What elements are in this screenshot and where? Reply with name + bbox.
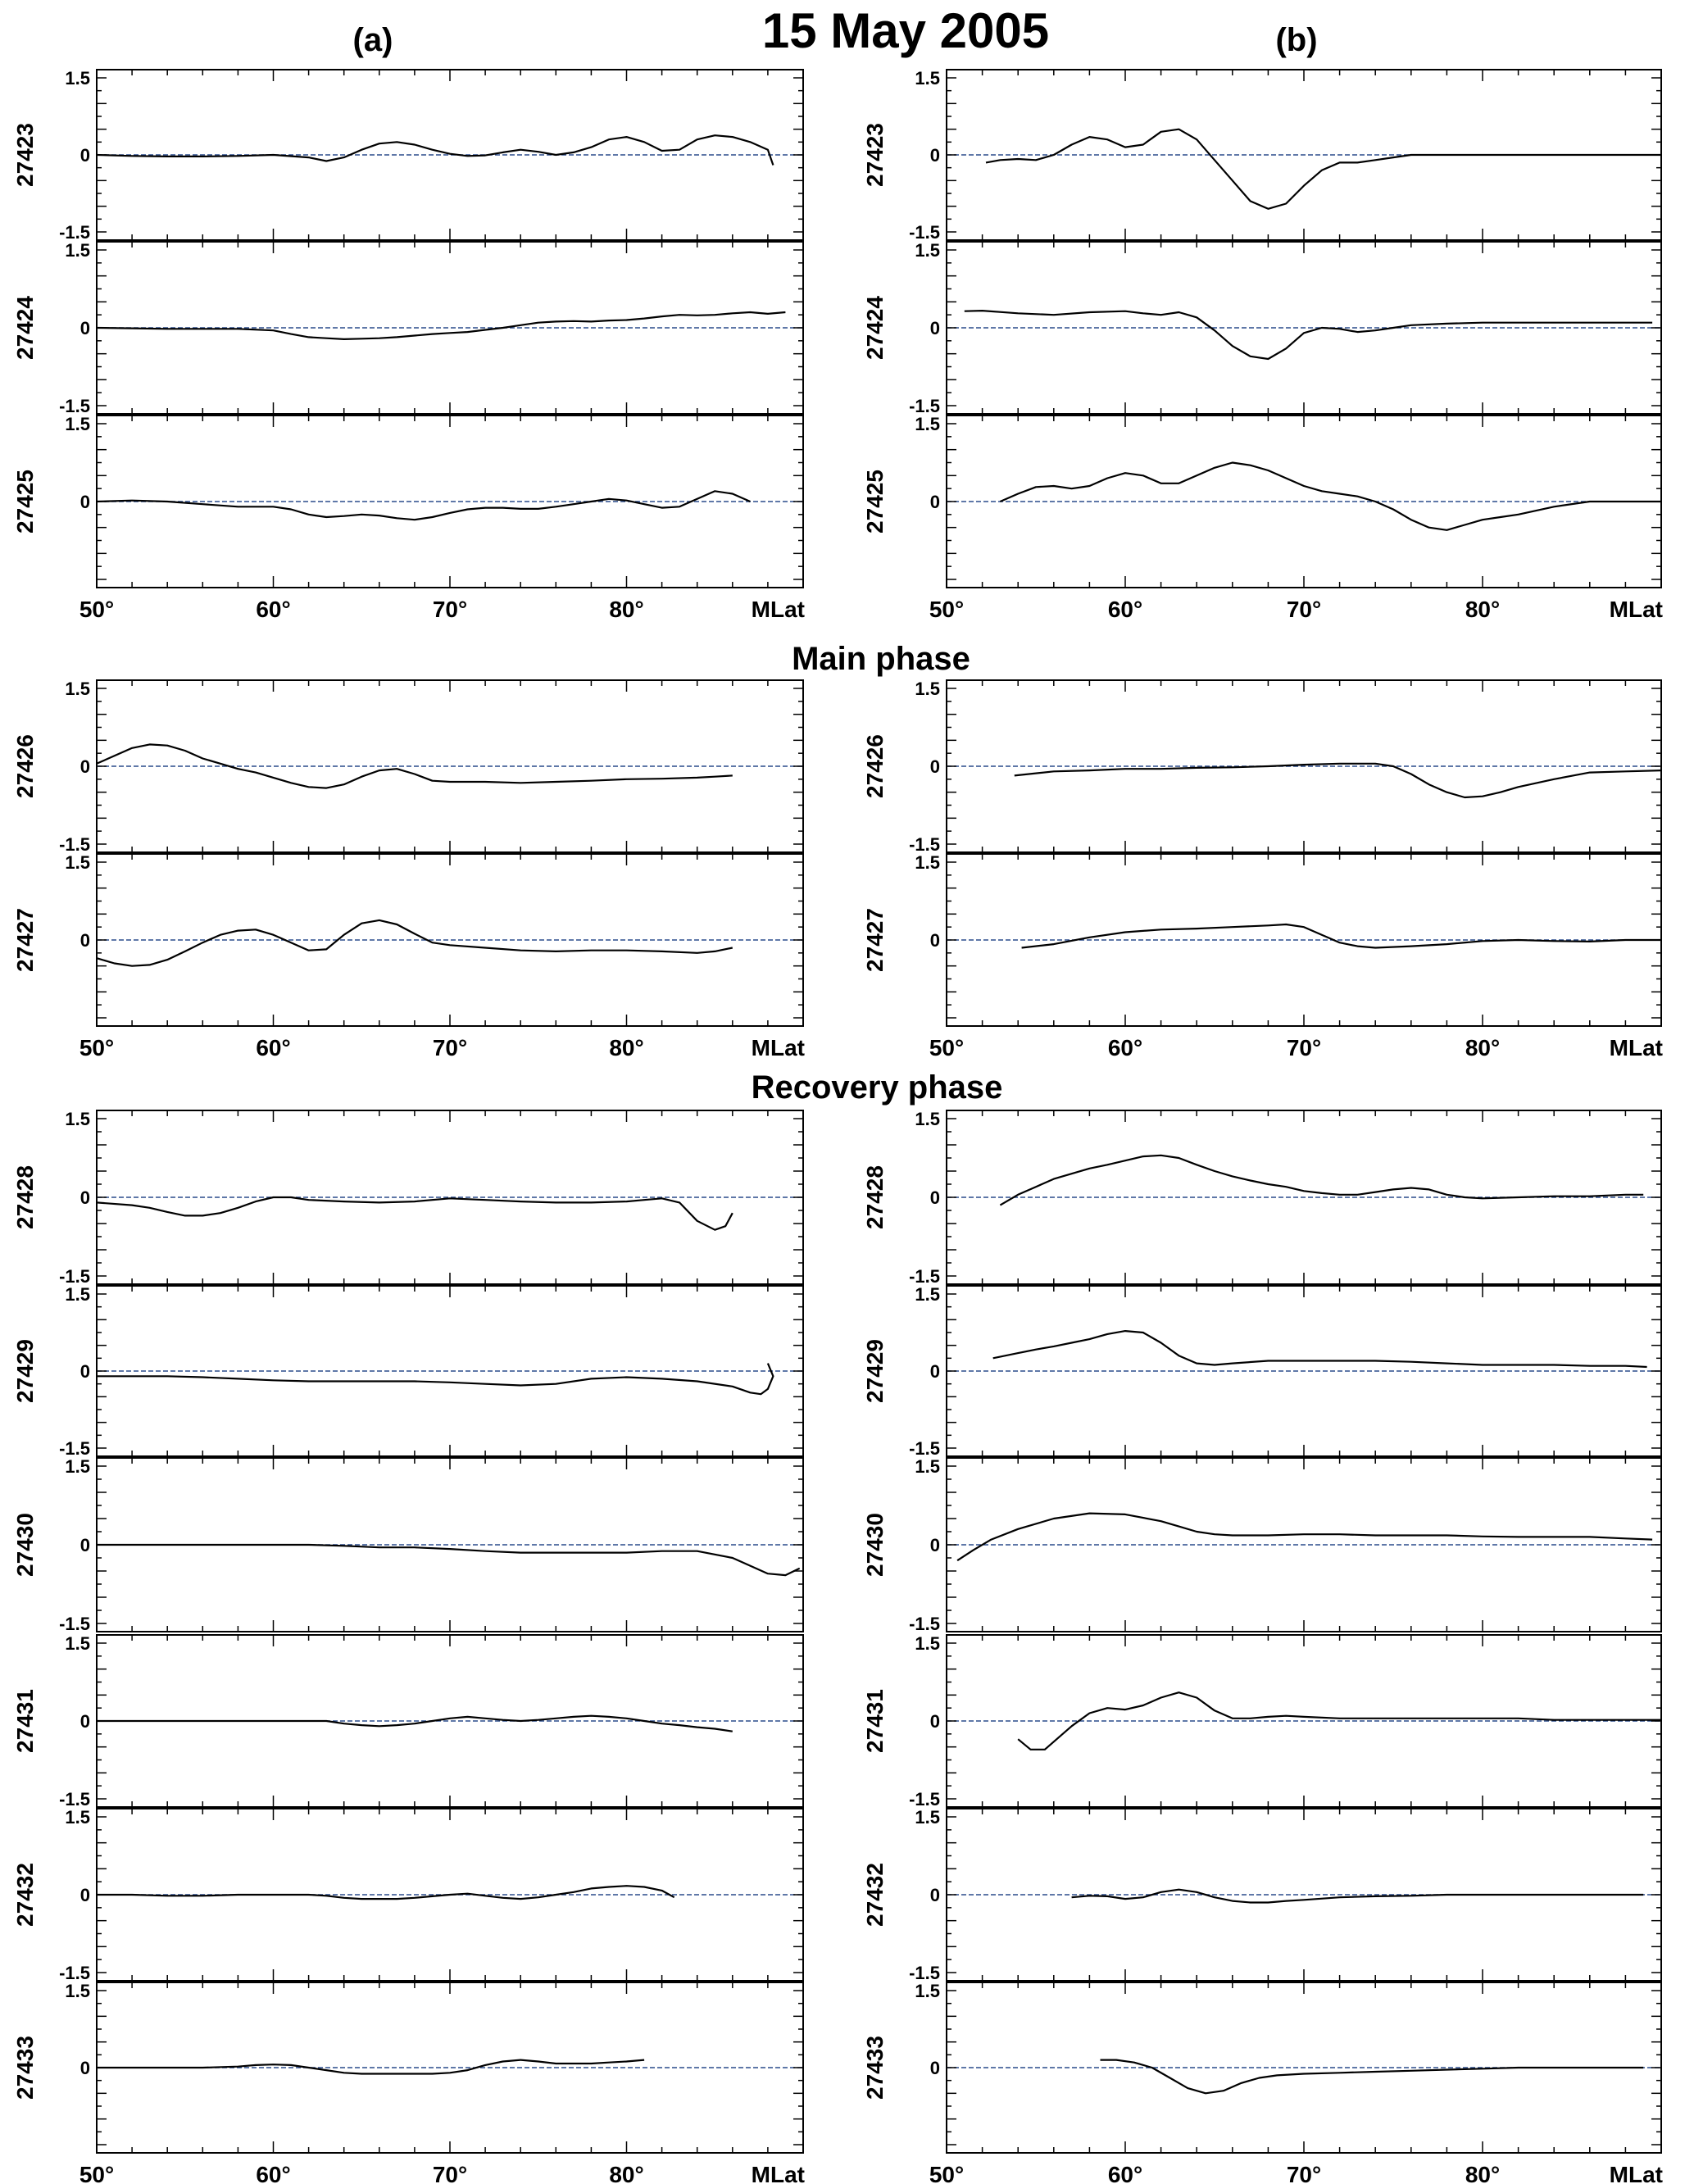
y-tick-label: 1.5 bbox=[915, 1109, 940, 1129]
orbit-label: 27423 bbox=[862, 123, 888, 187]
y-tick-label: -1.5 bbox=[909, 396, 940, 416]
x-tick-label: 50° bbox=[929, 2162, 965, 2184]
orbit-label: 27423 bbox=[12, 123, 38, 187]
panel-27425-a bbox=[12, 414, 805, 622]
orbit-label: 27430 bbox=[862, 1513, 888, 1577]
y-tick-label: 1.5 bbox=[65, 68, 90, 89]
y-tick-label: 1.5 bbox=[915, 852, 940, 873]
panel-27430-a bbox=[12, 1456, 803, 1634]
series-line bbox=[1022, 924, 1661, 948]
y-tick-label: 0 bbox=[79, 1711, 90, 1732]
x-tick-label: 50° bbox=[79, 597, 115, 622]
orbit-label: 27425 bbox=[12, 470, 38, 534]
orbit-label: 27432 bbox=[12, 1863, 38, 1927]
orbit-label: 27433 bbox=[12, 2036, 38, 2100]
y-tick-label: 0 bbox=[79, 145, 90, 166]
column-label-b: (b) bbox=[1275, 22, 1318, 58]
y-tick-label: -1.5 bbox=[909, 222, 940, 243]
series-line bbox=[1000, 463, 1661, 530]
figure-title: 15 May 2005 bbox=[761, 3, 1050, 58]
panel-27431-a bbox=[12, 1633, 803, 1809]
series-line bbox=[1015, 764, 1661, 797]
y-tick-label: -1.5 bbox=[909, 1266, 940, 1287]
y-tick-label: -1.5 bbox=[59, 834, 90, 855]
orbit-label: 27432 bbox=[862, 1863, 888, 1927]
series-line bbox=[97, 920, 733, 966]
y-tick-label: 1.5 bbox=[65, 1633, 90, 1654]
y-tick-label: 0 bbox=[929, 756, 940, 777]
y-tick-label: -1.5 bbox=[59, 222, 90, 243]
panel-27424-a bbox=[12, 240, 803, 416]
series-line bbox=[993, 1331, 1647, 1367]
y-tick-label: 1.5 bbox=[915, 240, 940, 261]
orbit-label: 27429 bbox=[12, 1339, 38, 1403]
panel-27433-b bbox=[862, 1981, 1663, 2184]
x-tick-label: 80° bbox=[1465, 597, 1501, 622]
y-tick-label: 1.5 bbox=[65, 1109, 90, 1129]
series-line bbox=[97, 135, 773, 165]
panel-27426-b bbox=[862, 679, 1661, 855]
x-tick-label: 50° bbox=[79, 1035, 115, 1060]
panel-27430-b bbox=[862, 1456, 1661, 1634]
y-tick-label: 1.5 bbox=[915, 414, 940, 434]
y-tick-label: 0 bbox=[929, 2058, 940, 2078]
y-tick-label: -1.5 bbox=[909, 834, 940, 855]
x-tick-label: 60° bbox=[256, 597, 291, 622]
y-tick-label: -1.5 bbox=[59, 1789, 90, 1809]
series-line bbox=[1101, 2060, 1644, 2094]
panel-27432-a bbox=[12, 1807, 803, 1983]
y-tick-label: -1.5 bbox=[909, 1963, 940, 1983]
y-tick-label: 1.5 bbox=[915, 1807, 940, 1828]
y-tick-label: 0 bbox=[79, 318, 90, 338]
x-axis-unit-label: MLat bbox=[1609, 2162, 1663, 2184]
y-tick-label: 1.5 bbox=[65, 1981, 90, 2001]
x-tick-label: 80° bbox=[1465, 2162, 1501, 2184]
y-tick-label: 0 bbox=[929, 1711, 940, 1732]
panel-27432-b bbox=[862, 1807, 1661, 1983]
x-tick-label: 60° bbox=[256, 2162, 291, 2184]
x-tick-label: 70° bbox=[1286, 597, 1322, 622]
x-tick-label: 50° bbox=[79, 2162, 115, 2184]
y-tick-label: 1.5 bbox=[65, 1284, 90, 1305]
panel-27424-b bbox=[862, 240, 1661, 416]
series-line bbox=[97, 2060, 644, 2074]
y-tick-label: 0 bbox=[929, 1187, 940, 1208]
x-axis-unit-label: MLat bbox=[751, 1035, 805, 1060]
y-tick-label: -1.5 bbox=[909, 1789, 940, 1809]
y-tick-label: 1.5 bbox=[65, 240, 90, 261]
panel-27423-a bbox=[12, 68, 803, 243]
orbit-label: 27425 bbox=[862, 470, 888, 534]
y-tick-label: 1.5 bbox=[915, 1284, 940, 1305]
panel-27427-b bbox=[862, 852, 1663, 1060]
orbit-label: 27428 bbox=[862, 1165, 888, 1229]
y-tick-label: 0 bbox=[929, 1361, 940, 1382]
y-tick-label: 1.5 bbox=[915, 1633, 940, 1654]
x-tick-label: 80° bbox=[609, 2162, 644, 2184]
y-tick-label: -1.5 bbox=[59, 396, 90, 416]
recovery-phase-label: Recovery phase bbox=[751, 1069, 1003, 1106]
y-tick-label: 1.5 bbox=[65, 414, 90, 434]
panel-27426-a bbox=[12, 679, 803, 855]
y-tick-label: -1.5 bbox=[59, 1438, 90, 1459]
series-line bbox=[97, 1545, 800, 1575]
x-tick-label: 70° bbox=[1286, 2162, 1322, 2184]
panel-27428-b bbox=[862, 1109, 1661, 1287]
panel-27433-a bbox=[12, 1981, 805, 2184]
y-tick-label: 0 bbox=[79, 2058, 90, 2078]
x-axis-unit-label: MLat bbox=[1609, 1035, 1663, 1060]
y-tick-label: 0 bbox=[79, 1361, 90, 1382]
main-phase-label: Main phase bbox=[792, 641, 970, 677]
y-tick-label: 0 bbox=[929, 145, 940, 166]
x-tick-label: 70° bbox=[1286, 1035, 1322, 1060]
orbit-label: 27431 bbox=[12, 1689, 38, 1753]
y-tick-label: 0 bbox=[79, 1885, 90, 1905]
y-tick-label: 0 bbox=[929, 318, 940, 338]
panel-27431-b bbox=[862, 1633, 1661, 1809]
y-tick-label: 0 bbox=[79, 1187, 90, 1208]
series-line bbox=[1072, 1890, 1644, 1903]
column-label-a: (a) bbox=[352, 22, 393, 58]
y-tick-label: -1.5 bbox=[909, 1438, 940, 1459]
x-tick-label: 80° bbox=[609, 1035, 644, 1060]
orbit-label: 27430 bbox=[12, 1513, 38, 1577]
y-tick-label: 1.5 bbox=[65, 1456, 90, 1477]
series-line bbox=[97, 1716, 733, 1732]
y-tick-label: 0 bbox=[79, 492, 90, 512]
panel-27423-b bbox=[862, 68, 1661, 243]
orbit-label: 27431 bbox=[862, 1689, 888, 1753]
x-tick-label: 70° bbox=[432, 2162, 468, 2184]
y-tick-label: -1.5 bbox=[909, 1614, 940, 1634]
y-tick-label: 0 bbox=[79, 1535, 90, 1555]
x-tick-label: 60° bbox=[256, 1035, 291, 1060]
orbit-label: 27424 bbox=[862, 296, 888, 360]
panel-27429-a bbox=[12, 1284, 803, 1459]
orbit-label: 27424 bbox=[12, 296, 38, 360]
series-line bbox=[97, 312, 785, 339]
x-tick-label: 50° bbox=[929, 597, 965, 622]
x-axis-unit-label: MLat bbox=[751, 2162, 805, 2184]
x-axis-unit-label: MLat bbox=[1609, 597, 1663, 622]
y-tick-label: 0 bbox=[929, 930, 940, 951]
x-tick-label: 60° bbox=[1107, 597, 1143, 622]
orbit-label: 27426 bbox=[862, 734, 888, 798]
y-tick-label: 0 bbox=[929, 492, 940, 512]
y-tick-label: 1.5 bbox=[915, 679, 940, 699]
orbit-label: 27427 bbox=[862, 908, 888, 972]
y-tick-label: 1.5 bbox=[65, 1807, 90, 1828]
series-line bbox=[97, 1197, 733, 1230]
orbit-label: 27428 bbox=[12, 1165, 38, 1229]
orbit-label: 27433 bbox=[862, 2036, 888, 2100]
x-tick-label: 70° bbox=[432, 597, 468, 622]
panel-27428-a bbox=[12, 1109, 803, 1287]
panel-27425-b bbox=[862, 414, 1663, 622]
y-tick-label: 1.5 bbox=[65, 852, 90, 873]
x-axis-unit-label: MLat bbox=[751, 597, 805, 622]
y-tick-label: 0 bbox=[79, 756, 90, 777]
series-line bbox=[97, 1886, 674, 1899]
orbit-label: 27427 bbox=[12, 908, 38, 972]
y-tick-label: 1.5 bbox=[65, 679, 90, 699]
y-tick-label: 0 bbox=[929, 1885, 940, 1905]
panel-27427-a bbox=[12, 852, 805, 1060]
y-tick-label: 1.5 bbox=[915, 1981, 940, 2001]
panel-27429-b bbox=[862, 1284, 1661, 1459]
series-line bbox=[97, 1364, 773, 1395]
orbit-label: 27429 bbox=[862, 1339, 888, 1403]
series-line bbox=[965, 311, 1652, 359]
y-tick-label: 1.5 bbox=[915, 1456, 940, 1477]
x-tick-label: 80° bbox=[1465, 1035, 1501, 1060]
series-line bbox=[986, 129, 1661, 209]
series-line bbox=[97, 491, 750, 520]
x-tick-label: 60° bbox=[1107, 1035, 1143, 1060]
y-tick-label: 0 bbox=[929, 1535, 940, 1555]
x-tick-label: 60° bbox=[1107, 2162, 1143, 2184]
y-tick-label: 0 bbox=[79, 930, 90, 951]
series-line bbox=[957, 1514, 1652, 1561]
y-tick-label: -1.5 bbox=[59, 1266, 90, 1287]
y-tick-label: 1.5 bbox=[915, 68, 940, 89]
x-tick-label: 80° bbox=[609, 597, 644, 622]
x-tick-label: 50° bbox=[929, 1035, 965, 1060]
y-tick-label: -1.5 bbox=[59, 1963, 90, 1983]
y-tick-label: -1.5 bbox=[59, 1614, 90, 1634]
x-tick-label: 70° bbox=[432, 1035, 468, 1060]
orbit-label: 27426 bbox=[12, 734, 38, 798]
panel-grid bbox=[12, 68, 1663, 2184]
